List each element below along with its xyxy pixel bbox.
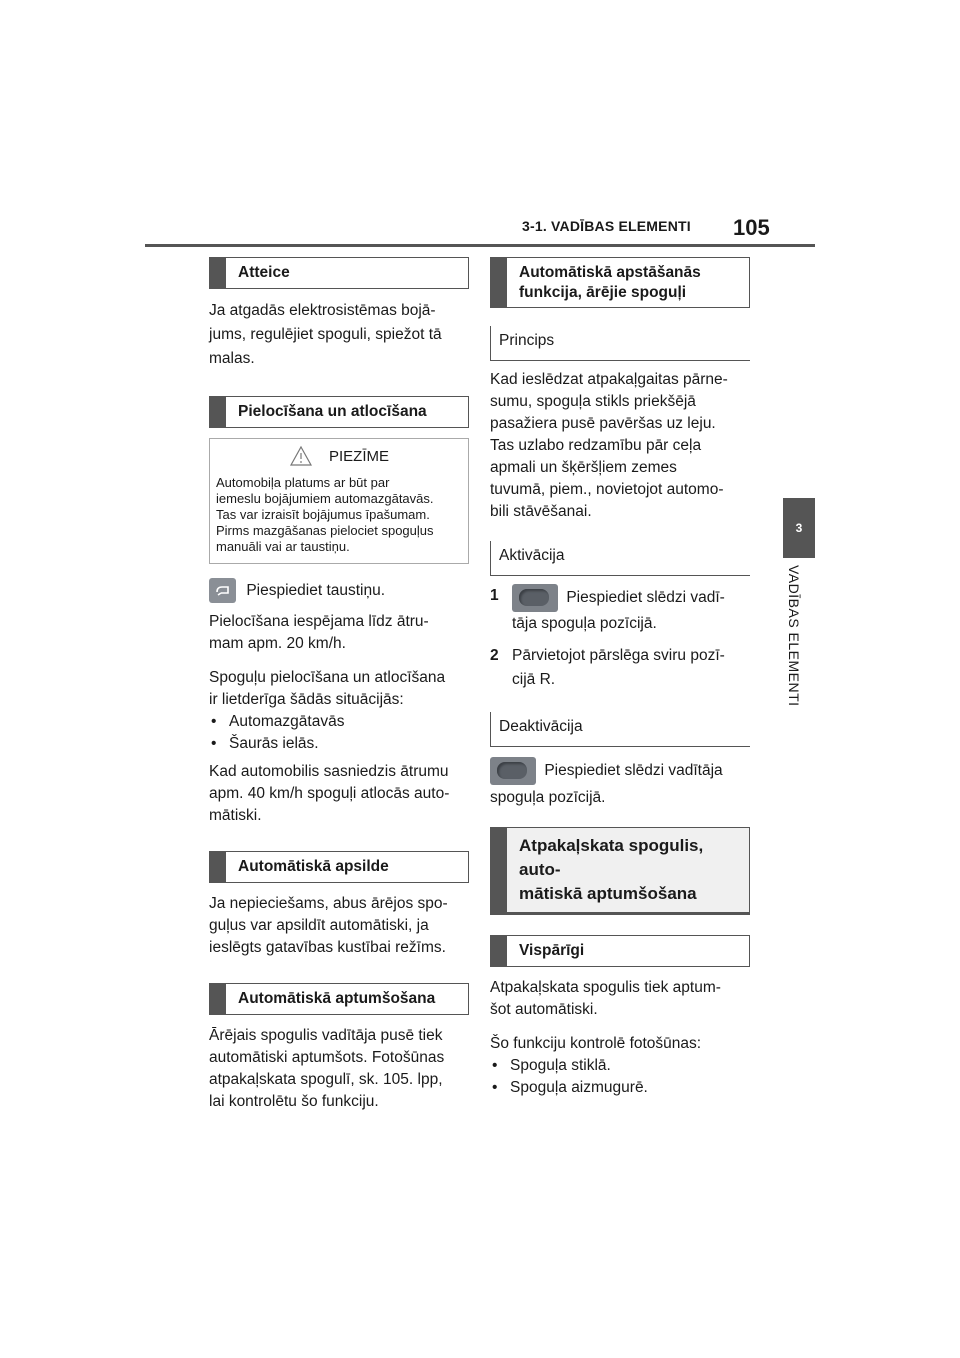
photocell-list [490,1055,750,1099]
note-title: PIEZĪME [328,447,389,465]
heading-rear-mirror: Atpakaļskata spogulis, auto- mātiskā aptumšošana [490,827,750,915]
warning-icon [289,445,313,467]
deactivation-line: Piespiediet slēdzi vadītāja [544,762,723,780]
list-item: • Spoguļa aizmugurē. [490,1077,750,1099]
right-column [490,257,750,1099]
heading-auto-stop: Automātiskā apstāšanās funkcija, ārējie spoguļi [490,257,750,308]
subheading-principle: Princips [490,326,750,361]
step-number: 1 [490,587,499,604]
step-1 [490,584,750,636]
heading-general: Vispārīgi [490,935,750,967]
step-2 [490,644,750,692]
chapter-number: 3 [795,521,803,535]
step-text: tāja spoguļa pozīcijā. [512,615,657,632]
deactivation-line: spoguļa pozīcijā. [490,789,606,806]
heading-fold: Pielocīšana un atlocīšana [209,396,469,428]
list-item: • Šaurās ielās. [209,733,469,755]
photo-text: Šo funkciju kontrolē fotošūnas: [490,1035,702,1052]
atteice-text: Ja atgadās elektrosistēmas bojā- jums, regulējiet spoguli, spiežot tā malas. [209,302,442,367]
step-text: Piespiediet slēdzi vadī- [566,589,725,607]
heading-dimming: Automātiskā aptumšošana [209,983,469,1015]
note-box [209,438,469,564]
deactivation-text [490,757,750,811]
left-column [209,257,469,1113]
step-text: Pārvietojot pārslēga sviru pozī- [512,647,725,664]
chapter-title: VADĪBAS ELEMENTI [786,565,802,707]
heading-heating: Automātiskā apsilde [209,851,469,883]
step-text: cijā R. [512,671,556,688]
page-number: 105 [733,215,770,240]
header-rule [145,244,815,247]
note-header [216,445,462,467]
note-body: Automobiļa platums ar būt par iemeslu bojājumiem automazgātavās. Tas var izraisīt bojājumus īpašumam. Pirms mazgāšanas pielociet spoguļus manuāli vai ar taustiņu. [216,475,434,554]
fold-situations-list [209,711,469,755]
subheading-activation: Aktivācija [490,541,750,576]
auto-unfold-text: Kad automobilis sasniedzis ātrumu apm. 40 km/h spoguļi atlocās auto- mātiski. [209,763,450,824]
dimming-text: Ārējais spogulis vadītāja pusē tiek automātiski aptumšots. Fotošūnas atpakaļskata spogulī, sk. 105. lpp, lai kontrolētu šo funkciju. [209,1027,445,1110]
chapter-tab [783,498,815,558]
press-button-line [209,578,469,603]
heating-text: Ja nepieciešams, abus ārējos spo- guļus var apsildīt automātiski, ja ieslēgts gatavības kustībai režīms. [209,895,448,956]
list-item: • Automazgātavās [209,711,469,733]
principle-text: Kad ieslēdzat atpakaļgaitas pārne- sumu, spoguļa stikls priekšējā pasažiera pusē pavēršas uz leju. Tas uzlabo redzamību pār ceļa apmali un šķēršļiem zemes tuvumā, piem., novietojot automo- bili stāvēšanai. [490,371,728,520]
subheading-deactivation: Deaktivācija [490,712,750,747]
list-item: • Spoguļa stiklā. [490,1055,750,1077]
mirror-fold-button-icon [209,578,236,603]
fold-useful-text: Spoguļu pielocīšana un atlocīšana ir lietderīga šādās situācijās: [209,669,446,708]
fold-speed-text: Pielocīšana iespējama līdz ātru- mam apm. 20 km/h. [209,613,429,652]
mirror-switch-icon [512,584,558,612]
press-button-text: Piespiediet taustiņu. [246,581,386,599]
step-number: 2 [490,647,499,664]
mirror-switch-icon [490,757,536,785]
general-text: Atpakaļskata spogulis tiek aptum- šot automātiski. [490,979,721,1018]
section-title: 3-1. VADĪBAS ELEMENTI [522,218,691,234]
heading-atteice: Atteice [209,257,469,289]
